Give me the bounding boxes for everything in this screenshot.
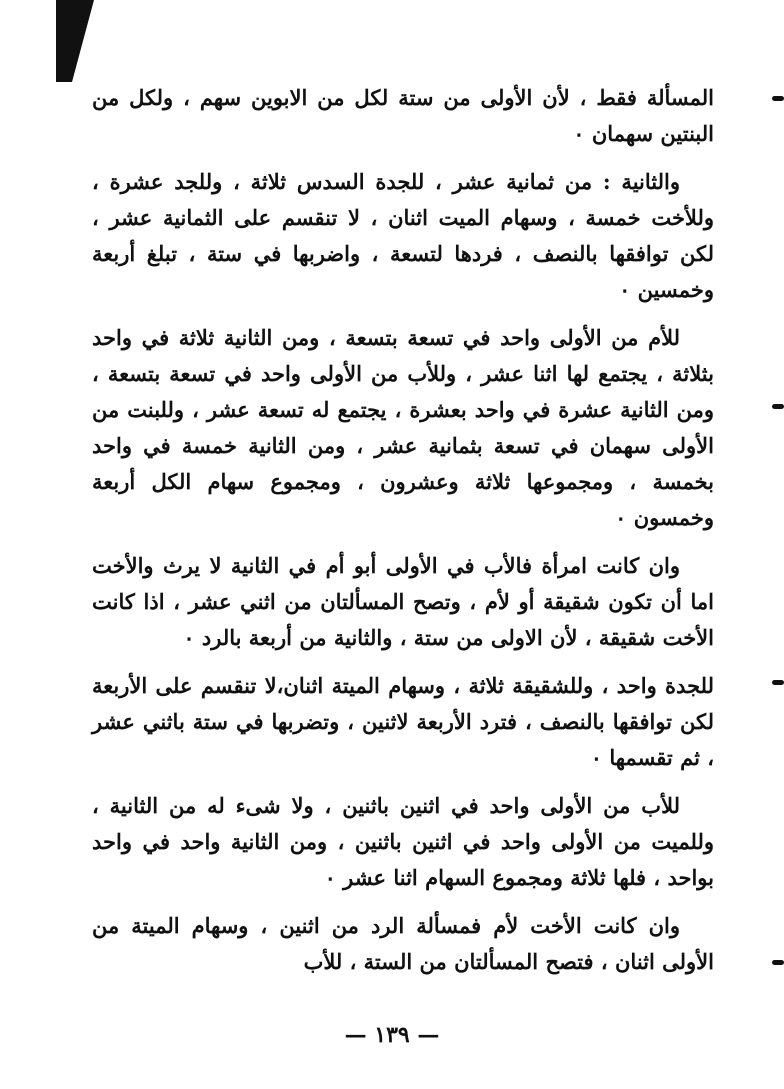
paragraph-5: للجدة واحد ، وللشقيقة ثلاثة ، وسهام الميتة اثنان،لا تنقسم على الأربعة لكن توافقها بالنصف ، فترد الأربعة لاثنين ، وتضربها في ستة باثني عشر ، ثم تقسمها ٠ [92, 673, 714, 770]
paragraph-7: وان كانت الأخت لأم فمسألة الرد من اثنين ، وسهام الميتة من الأولى اثنان ، فتصح المسألتان من الستة ، للأب [92, 913, 714, 974]
paragraph-6: للأب من الأولى واحد في اثنين باثنين ، ولا شىء له من الثانية ، وللميت من الأولى واحد في اثنين باثنين ، ومن الثانية واحد في واحد بواحد ، فلها ثلاثة ومجموع السهام اثنا عشر ٠ [92, 793, 714, 890]
margin-mark [772, 680, 784, 685]
margin-mark [772, 960, 784, 965]
paragraph-1: المسألة فقط ، لأن الأولى من ستة لكل من الابوين سهم ، ولكل من البنتين سهمان ٠ [92, 85, 714, 146]
paragraph-4: وان كانت امرأة فالأب في الأولى أبو أم في الثانية لا يرث والأخت اما أن تكون شقيقة أو لأم ، وتصح المسألتان من اثني عشر ، اذا كانت الأخت شقيقة ، لأن الاولى من ستة ، والثانية من أربعة بالرد ٠ [92, 553, 714, 650]
page-body [92, 80, 714, 992]
page-number: — ١٣٩ — [344, 1022, 440, 1048]
paragraph-3: للأم من الأولى واحد في تسعة بتسعة ، ومن الثانية ثلاثة في واحد بثلاثة ، يجتمع لها اثنا عشر ، وللأب من الأولى واحد في تسعة بتسعة ، ومن الثانية عشرة في واحد بعشرة ، يجتمع له تسعة عشر ، وللبنت من الأولى سهمان في تسعة بثمانية عشر ، ومن الثانية خمسة في واحد بخمسة ، ومجموعها ثلاثة وعشرون ، ومجموع سهام الكل أربعة وخمسون ٠ [92, 325, 714, 530]
paragraph-2: والثانية : من ثمانية عشر ، للجدة السدس ثلاثة ، وللجد عشرة ، وللأخت خمسة ، وسهام الميت اثنان ، لا تنقسم على الثمانية عشر ، لكن توافقها بالنصف ، فردها لتسعة ، واضربها في ستة ، تبلغ أربعة وخمسين ٠ [92, 169, 714, 302]
margin-mark [772, 404, 784, 409]
corner-scan-mark [56, 0, 94, 82]
margin-mark [772, 96, 784, 101]
